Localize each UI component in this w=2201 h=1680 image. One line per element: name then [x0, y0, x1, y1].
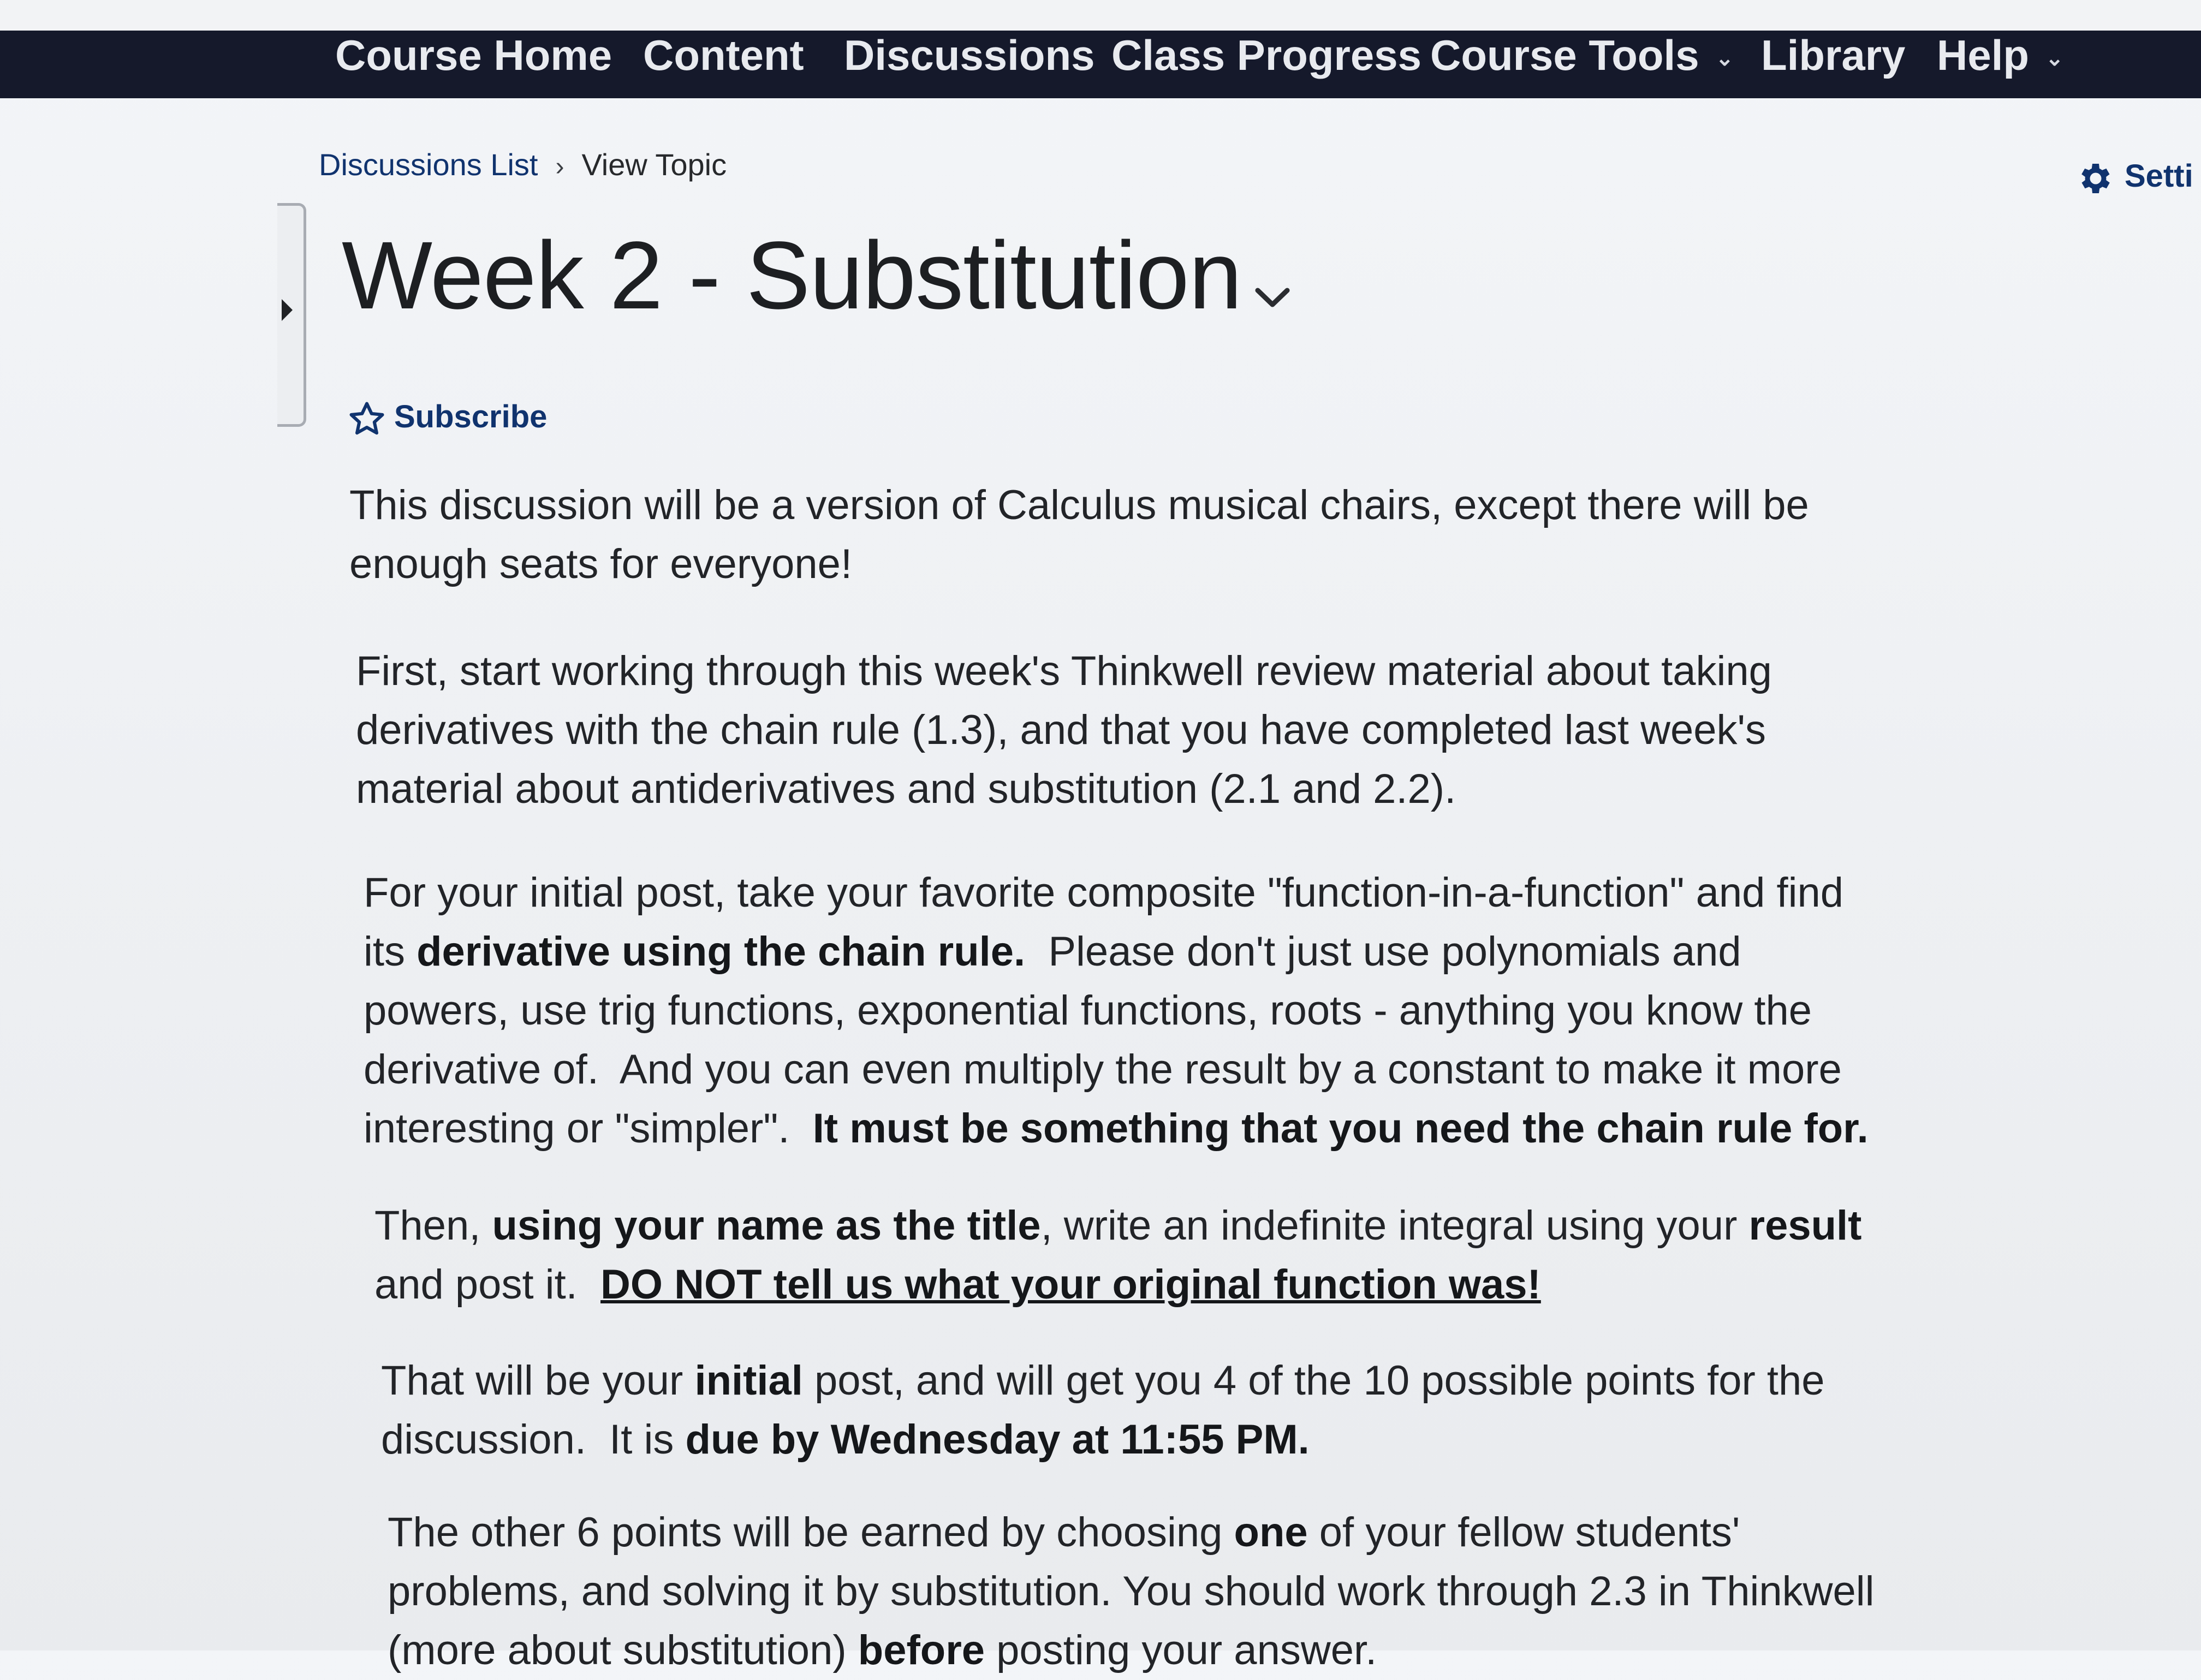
breadcrumb-discussions-list[interactable]: Discussions List: [319, 147, 538, 182]
emphasis-text: initial: [694, 1357, 803, 1404]
nav-course-tools[interactable]: Course Tools ⌄: [1430, 31, 1734, 88]
breadcrumb: [319, 143, 727, 189]
subscribe-label: Subscribe: [394, 399, 548, 434]
body-paragraph-5: That will be your initial post, and will get you 4 of the 10 possible points for the discussion. It is due by Wednesday at 11:55 PM.: [381, 1357, 1836, 1463]
nav-help[interactable]: Help ⌄: [1937, 31, 2064, 88]
nav-class-progress[interactable]: Class Progress: [1111, 31, 1421, 79]
nav-library[interactable]: Library: [1761, 31, 1906, 79]
chevron-down-icon: ⌄: [2045, 46, 2064, 71]
body-paragraph-6: The other 6 points will be earned by choosing one of your fellow students' problems, and solving it by substitution. You should work through 2.3 in Thinkwell (more about substitution) before posting your answer.: [388, 1509, 1886, 1673]
chevron-down-icon: ⌄: [1715, 46, 1734, 71]
emphasis-text: one: [1234, 1509, 1308, 1556]
emphasis-text: before: [858, 1627, 985, 1673]
nav-discussions[interactable]: Discussions: [844, 31, 1095, 79]
body-paragraph-3: For your initial post, take your favorite composite "function-in-a-function" and find its derivative using the chain rule. Please don't just use polynomials and powers, use trig functions, exponential functions, roots - anything you know the derivative of. And you can even multiply the result by a constant to make it more interesting or "simpler". It must be something that you need the chain rule for.: [364, 869, 1869, 1152]
star-icon: [347, 400, 386, 439]
gear-icon: [2074, 159, 2114, 198]
course-navbar: [0, 31, 2201, 98]
breadcrumb-separator-icon: ›: [555, 152, 564, 181]
page-title: Week 2 - Substitution: [342, 222, 1242, 329]
subscribe-button[interactable]: [347, 395, 547, 439]
body-paragraph-2: First, start working through this week's Thinkwell review material about taking derivatives with the chain rule (1.3), and that you have completed last week's material about antiderivatives and substitution (2.1 and 2.2).: [356, 648, 1784, 812]
settings-label: Setti: [2125, 158, 2193, 194]
emphasis-text: derivative using the chain rule.: [417, 928, 1026, 975]
warning-text: DO NOT tell us what your original function was!: [600, 1261, 1541, 1308]
chevron-down-icon[interactable]: [1253, 286, 1292, 310]
nav-content[interactable]: Content: [643, 31, 804, 79]
caret-right-icon: [282, 299, 293, 321]
emphasis-text: using your name as the title: [492, 1202, 1041, 1249]
due-date-text: due by Wednesday at 11:55 PM.: [685, 1416, 1310, 1463]
settings-button[interactable]: [2074, 152, 2193, 201]
breadcrumb-current: View Topic: [581, 147, 727, 182]
browser-top-strip: [0, 0, 2201, 31]
nav-course-home[interactable]: Course Home: [335, 31, 612, 79]
body-paragraph-1: This discussion will be a version of Calculus musical chairs, except there will be enough seats for everyone!: [349, 482, 1821, 587]
body-paragraph-4: Then, using your name as the title, write an indefinite integral using your result and post it. DO NOT tell us what your original function was!: [374, 1202, 1873, 1308]
emphasis-text: It must be something that you need the chain rule for.: [812, 1105, 1869, 1152]
emphasis-text: result: [1748, 1202, 1862, 1249]
